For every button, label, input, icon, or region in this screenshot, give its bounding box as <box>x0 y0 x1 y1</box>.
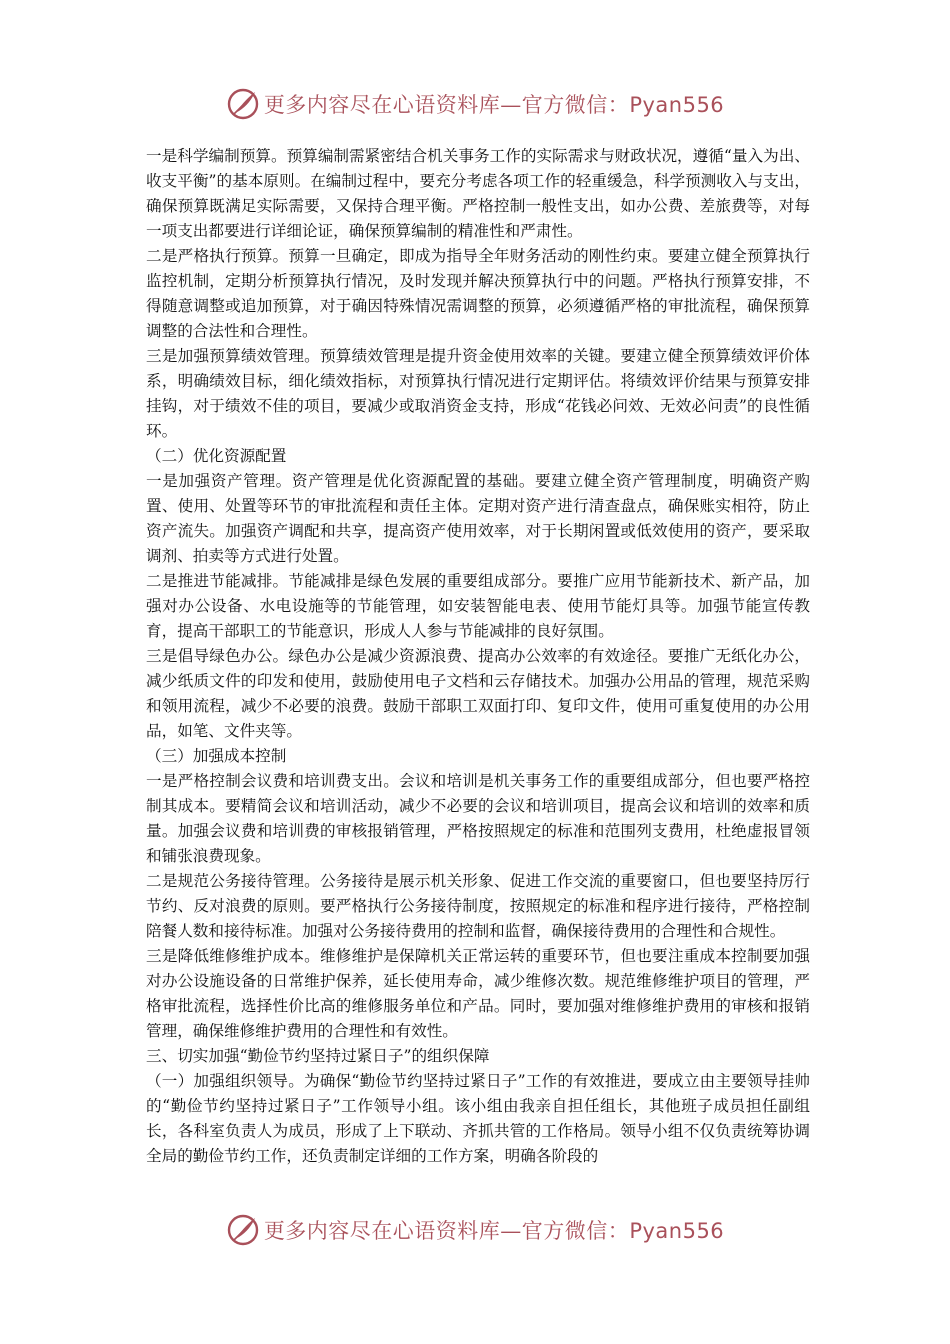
paragraph: （一）加强组织领导。为确保“勤俭节约坚持过紧日子”工作的有效推进，要成立由主要领导挂帅的“勤俭节约坚持过紧日子”工作领导小组。该小组由我亲自担任组长，其他班子成员担任副组长，各科室负责人为成员，形成了上下联动、齐抓共管的工作格局。领导小组不仅负责统筹协调全局的勤俭节约工作，还负责制定详细的工作方案，明确各阶段的 <box>146 1072 810 1165</box>
paragraph: 一是科学编制预算。预算编制需紧密结合机关事务工作的实际需求与财政状况，遵循“量入为出、收支平衡”的基本原则。在编制过程中，要充分考虑各项工作的轻重缓急，科学预测收入与支出，确保预算既满足实际需要，又保持合理平衡。严格控制一般性支出，如办公费、差旅费等，对每一项支出都要进行详细论证，确保预算编制的精准性和严肃性。 <box>146 147 810 240</box>
section-heading: （二）优化资源配置 <box>146 447 287 465</box>
paragraph: 二是推进节能减排。节能减排是绿色发展的重要组成部分。要推广应用节能新技术、新产品，加强对办公设备、水电设施等的节能管理，如安装智能电表、使用节能灯具等。加强节能宣传教育，提高干部职工的节能意识，形成人人参与节能减排的良好氛围。 <box>146 572 810 640</box>
footer-watermark <box>0 1210 950 1250</box>
document-body <box>146 144 810 1169</box>
paragraph: 三是加强预算绩效管理。预算绩效管理是提升资金使用效率的关键。要建立健全预算绩效评价体系，明确绩效目标，细化绩效指标，对预算执行情况进行定期评估。将绩效评价结果与预算安排挂钩，对于绩效不佳的项目，要减少或取消资金支持，形成“花钱必问效、无效必问责”的良性循环。 <box>146 347 810 440</box>
header-watermark <box>0 84 950 124</box>
section-heading: 三、切实加强“勤俭节约坚持过紧日子”的组织保障 <box>146 1047 490 1065</box>
paragraph: 二是规范公务接待管理。公务接待是展示机关形象、促进工作交流的重要窗口，但也要坚持厉行节约、反对浪费的原则。要严格执行公务接待制度，按照规定的标准和程序进行接待，严格控制陪餐人数和接待标准。加强对公务接待费用的控制和监督，确保接待费用的合理性和合规性。 <box>146 872 810 940</box>
paragraph: 三是倡导绿色办公。绿色办公是减少资源浪费、提高办公效率的有效途径。要推广无纸化办公，减少纸质文件的印发和使用，鼓励使用电子文档和云存储技术。加强办公用品的管理，规范采购和领用流程，减少不必要的浪费。鼓励干部职工双面打印、复印文件，使用可重复使用的办公用品，如笔、文件夹等。 <box>146 647 810 740</box>
paragraph: 二是严格执行预算。预算一旦确定，即成为指导全年财务活动的刚性约束。要建立健全预算执行监控机制，定期分析预算执行情况，及时发现并解决预算执行中的问题。严格执行预算安排，不得随意调整或追加预算，对于确因特殊情况需调整的预算，必须遵循严格的审批流程，确保预算调整的合法性和合理性。 <box>146 247 810 340</box>
feather-quill-seal-icon <box>226 87 260 121</box>
section-heading: （三）加强成本控制 <box>146 747 287 765</box>
paragraph: 一是加强资产管理。资产管理是优化资源配置的基础。要建立健全资产管理制度，明确资产购置、使用、处置等环节的审批流程和责任主体。定期对资产进行清查盘点，确保账实相符，防止资产流失。加强资产调配和共享，提高资产使用效率，对于长期闲置或低效使用的资产，要采取调剂、拍卖等方式进行处置。 <box>146 472 810 565</box>
watermark-text: 更多内容尽在心语资料库—官方微信：Pyan556 <box>263 93 725 117</box>
paragraph: 三是降低维修维护成本。维修维护是保障机关正常运转的重要环节，但也要注重成本控制要加强对办公设施设备的日常维护保养，延长使用寿命，减少维修次数。规范维修维护项目的管理，严格审批流程，选择性价比高的维修服务单位和产品。同时，要加强对维修维护费用的审核和报销管理，确保维修维护费用的合理性和有效性。 <box>146 947 810 1040</box>
feather-quill-seal-icon <box>226 1213 260 1247</box>
watermark-text: 更多内容尽在心语资料库—官方微信：Pyan556 <box>263 1219 725 1243</box>
paragraph: 一是严格控制会议费和培训费支出。会议和培训是机关事务工作的重要组成部分，但也要严格控制其成本。要精简会议和培训活动，减少不必要的会议和培训项目，提高会议和培训的效率和质量。加强会议费和培训费的审核报销管理，严格按照规定的标准和范围列支费用，杜绝虚报冒领和铺张浪费现象。 <box>146 772 810 865</box>
